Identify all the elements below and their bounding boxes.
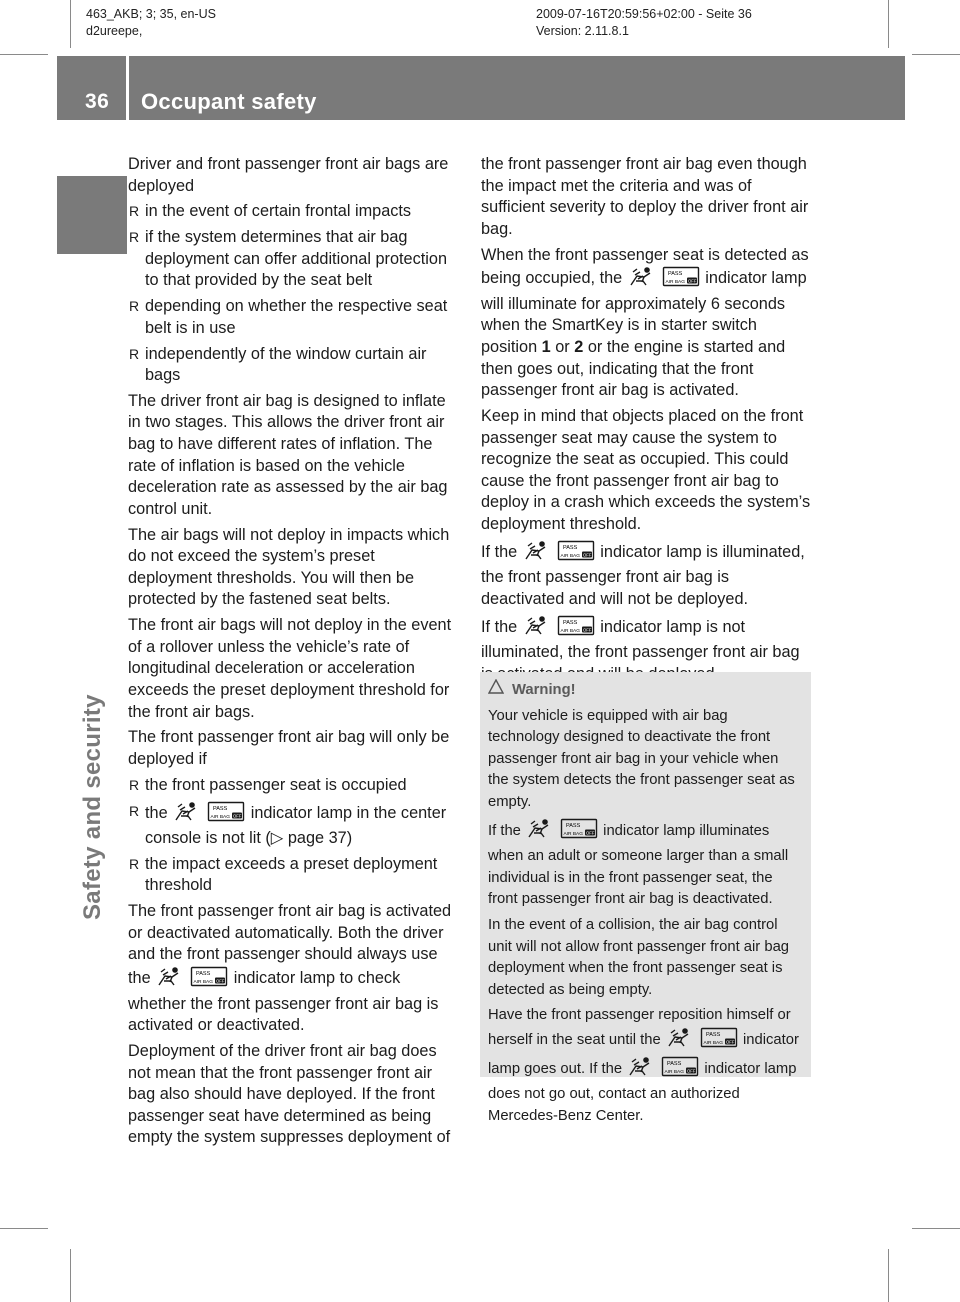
switch-position-2: 2 <box>574 337 584 356</box>
icon-text: OFF <box>582 626 592 632</box>
paragraph <box>481 540 813 611</box>
pass-airbag-off-icon <box>172 801 246 829</box>
icon-text: PASS <box>667 271 683 278</box>
icon-text: PASS <box>667 1060 682 1067</box>
paragraph: The front passenger front air bag will only be deployed if <box>128 728 450 768</box>
icon-text: OFF <box>233 812 242 818</box>
crop-mark <box>912 1228 960 1229</box>
paragraph-text: or the engine is started and then goes out, indicating that the front passenger front air bag is activated. <box>481 337 786 400</box>
list-item: R the front passenger seat is occupied <box>129 775 407 794</box>
paragraph-text: If the <box>481 542 518 561</box>
list-item: R in the event of certain frontal impacts <box>129 202 412 221</box>
paragraph: Driver and front passenger front air bags are deployed <box>128 155 449 195</box>
icon-text: PASS <box>566 822 581 829</box>
paragraph-text: When the front passenger seat is detected as being occupied, the <box>481 245 809 288</box>
paragraph-text: indicator lamp goes out. If the <box>488 1031 799 1077</box>
list-item: R the PASS AIR BAG OFF indicator lamp in the center console is not lit (▷ page 37) <box>129 802 447 848</box>
paragraph <box>128 901 462 1037</box>
icon-text: AIR BAG <box>703 1040 723 1046</box>
crop-mark <box>912 54 960 55</box>
warning-paragraph <box>488 818 803 911</box>
page-reference-link[interactable]: page 37) <box>287 829 353 848</box>
header-divider <box>126 56 129 120</box>
warning-triangle-icon <box>488 679 504 702</box>
list-item: R depending on whether the respective seat belt is in use <box>129 297 448 337</box>
warning-paragraph <box>488 1005 803 1127</box>
paragraph-text: indicator lamp is not illuminated, the front passenger front air bag <box>481 617 800 662</box>
list-item-text: if the system determines that air bag deployment can offer additional protection to that provided by the seat belt <box>145 228 448 290</box>
print-meta-right-line1: 2009-07-16T20:59:56+02:00 - Seite 36 <box>536 7 752 21</box>
paragraph: Keep in mind that objects placed on the front passenger seat may cause the system to recognize the seat as occupied. This could cause the front passenger front air bag to deploy in a crash which exceeds the system’s deployment threshold. <box>481 406 811 533</box>
icon-text: OFF <box>582 551 592 557</box>
icon-text: AIR BAG <box>210 814 231 820</box>
page-number: 36 <box>85 90 110 113</box>
paragraph-text: indicator lamp does not go out, contact an authorized Mercedes-Benz Center. <box>488 1060 797 1124</box>
icon-text: AIR BAG <box>665 280 685 286</box>
left-column <box>128 154 462 1153</box>
icon-text: AIR BAG <box>664 1069 685 1075</box>
icon-text: PASS <box>562 619 578 626</box>
icon-text: AIR BAG <box>193 980 214 986</box>
print-meta-left-line1: 463_AKB; 3; 35, en-US <box>86 7 216 21</box>
paragraph: Deployment of the driver front air bag does not mean that the front passenger front air bag also should have deployed. If the front passenger seat have determined as being empty the system suppresses deployment of <box>128 1042 451 1147</box>
paragraph-text: indicator lamp to check whether the front passenger front air bag is activated or deactivated. <box>128 969 439 1035</box>
crop-mark <box>0 1228 48 1229</box>
icon-text: PASS <box>562 544 578 551</box>
icon-text: AIR BAG <box>560 628 580 634</box>
warning-box <box>480 672 811 1124</box>
print-meta-right <box>536 6 752 40</box>
warning-heading <box>488 679 803 702</box>
page-ref-arrow: ▷ <box>270 829 288 848</box>
crop-mark <box>0 54 48 55</box>
paragraph: the front passenger front air bag even though the impact met the criteria and was of sufficient severity to deploy the driver front air bag. <box>481 155 809 238</box>
list-item-text: indicator lamp in the center console is not lit ( <box>145 803 447 848</box>
icon-text: PASS <box>213 805 228 812</box>
icon-text: OFF <box>725 1039 735 1045</box>
icon-text: OFF <box>687 278 697 284</box>
list-item-text: the impact exceeds a preset deployment threshold <box>145 854 438 895</box>
warning-paragraph: In the event of a collision, the air bag control unit will not allow front passenger front air bag deployment when the front passenger seat is detected as being empty. <box>488 916 790 998</box>
icon-text: OFF <box>586 829 595 835</box>
paragraph: The driver front air bag is designed to inflate in two stages. This allows the driver front air bag to have different rates of inflation. The rate of inflation is based on the vehicle deceleration rate as assessed by the air bag control unit. <box>128 391 448 518</box>
icon-text: AIR BAG <box>563 831 583 837</box>
paragraph-text: indicator lamp will illuminate for approximately 6 seconds when the SmartKey is in starter switch position <box>481 269 807 356</box>
list-item: R if the system determines that air bag deployment can offer additional protection to that provided by the seat belt <box>129 228 448 290</box>
section-tab <box>57 176 127 254</box>
icon-text: PASS <box>705 1031 721 1038</box>
icon-text: OFF <box>216 978 225 984</box>
icon-text: OFF <box>687 1067 696 1073</box>
pass-airbag-off-icon <box>525 818 599 847</box>
warning-title: Warning! <box>512 681 576 698</box>
warning-paragraph: Your vehicle is equipped with air bag technology designed to deactivate the front passenger front air bag in your vehicle when the system detects the front passenger seat as empty. <box>488 707 795 810</box>
paragraph: The front air bags will not deploy in the event of a rollover unless the vehicle’s rate of longitudinal deceleration or acceleration exceeds the preset deployment threshold for the front air bags. <box>128 616 452 721</box>
list-item: R independently of the window curtain air bags <box>129 344 427 385</box>
pass-airbag-off-icon <box>522 615 596 643</box>
switch-position-1: 1 <box>541 337 551 356</box>
paragraph-text: indicator lamp is illuminated, the front passenger front air bag is deactivated and will not be deployed. <box>481 542 805 608</box>
list-item-text: the front passenger seat is occupied <box>145 775 407 794</box>
print-meta-right-line2: Version: 2.11.8.1 <box>536 24 629 38</box>
crop-mark <box>70 0 71 48</box>
icon-text: AIR BAG <box>560 553 580 559</box>
print-meta-left <box>86 6 216 40</box>
pass-airbag-off-icon <box>626 1056 700 1085</box>
list-item-text: independently of the window curtain air bags <box>145 344 427 385</box>
list-item-text: in the event of certain frontal impacts <box>145 202 412 221</box>
paragraph-text: or <box>555 337 570 356</box>
paragraph: The air bags will not deploy in impacts which do not exceed the system’s preset deployment thresholds. You will then be protected by the fastened seat belts. <box>128 525 450 609</box>
paragraph-text: The front passenger front air bag is activated or deactivated automatically. Both the driver and the front passenger should always use <box>128 902 452 964</box>
pass-airbag-off-icon <box>155 966 229 994</box>
right-column <box>481 154 813 690</box>
icon-text: PASS <box>196 971 211 978</box>
list-item: R the impact exceeds a preset deployment threshold <box>129 854 438 895</box>
paragraph-text: indicator lamp illuminates when an adult or someone larger than a small individual is in the front passenger seat, the front passenger front air bag is deactivated. <box>488 822 789 908</box>
print-meta-left-line2: d2ureepe, <box>86 24 143 38</box>
list-item-text: the <box>145 803 168 822</box>
crop-mark <box>888 0 889 48</box>
pass-airbag-off-icon <box>522 540 596 568</box>
crop-mark <box>888 1249 889 1302</box>
paragraph-text: If the <box>481 617 518 636</box>
crop-mark <box>70 1249 71 1302</box>
list-item-text: depending on whether the respective seat belt is in use <box>145 297 448 337</box>
paragraph <box>481 245 813 402</box>
page-header <box>57 56 905 120</box>
paragraph-text: Have the front passenger reposition himself or herself in the seat until the <box>488 1007 791 1048</box>
pass-airbag-off-icon <box>627 266 701 294</box>
page-title: Occupant safety <box>141 89 317 114</box>
pass-airbag-off-icon <box>665 1027 739 1056</box>
paragraph-text: If the <box>488 822 521 839</box>
section-label: Safety and security <box>79 694 106 920</box>
paragraph-text: the <box>128 969 151 988</box>
